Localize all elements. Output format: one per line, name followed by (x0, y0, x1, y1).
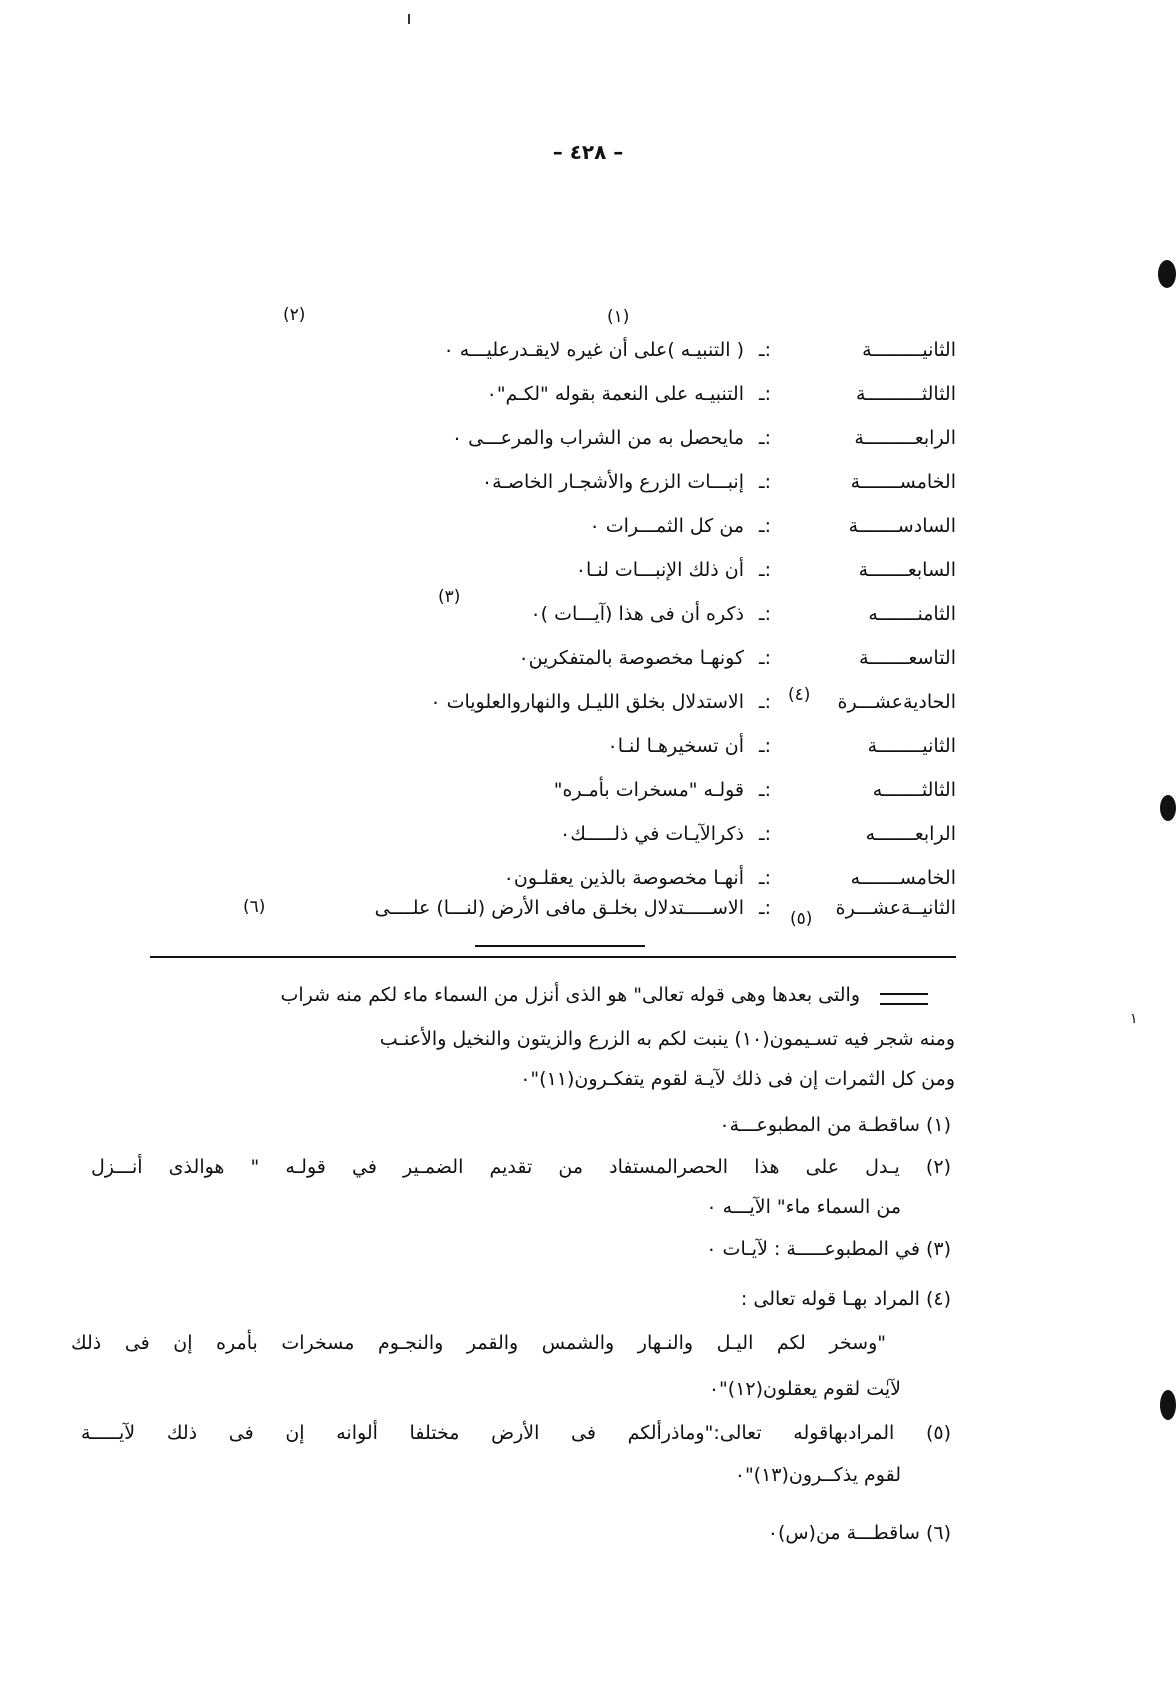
item-text: كونهـا مخصوصة بالمتفكرين٠ (518, 647, 744, 669)
separator: :ـ (759, 471, 771, 493)
continuation-mark (880, 993, 928, 1005)
note-ref-1: (١) (607, 307, 630, 327)
separator: :ـ (759, 735, 771, 757)
item-text: أن تسخيرهـا لنـا٠ (607, 735, 744, 757)
note-ref-4: (٤) (788, 685, 811, 705)
note-ref-10: ١ (1130, 1011, 1138, 1027)
separator: :ـ (759, 603, 771, 625)
footnote: (٥) المرادبهاقوله تعالى:"وماذرألكم فى الأرض مختلفا ألوانه إن فى ذلك لآيـــــة (81, 1422, 951, 1444)
item-text: الاســـــتدلال بخلـق مافى الأرض (لنـــا) علــــى (374, 897, 744, 919)
ordinal: الرابعـــــــه (865, 823, 956, 845)
list-item (150, 760, 956, 804)
list-item (150, 892, 956, 922)
list-item (150, 540, 956, 584)
footnote: (٦) ساقطـــة من(س)٠ (767, 1522, 951, 1544)
ordinal: الثالثــــــــــة (856, 383, 956, 405)
ordinal: السادســـــــة (848, 515, 956, 537)
note-ref-6: (٦) (243, 897, 266, 917)
ordinal: الثانيــةعشـــرة (835, 897, 956, 919)
separator: :ـ (759, 339, 771, 361)
item-text: قولـه "مسخرات بأمـره" (553, 779, 744, 801)
separator: :ـ (759, 691, 771, 713)
separator: :ـ (759, 559, 771, 581)
page-number: – ٤٢٨ – (552, 140, 624, 164)
list-item (150, 628, 956, 672)
ordinal: الحاديةعشـــرة (837, 691, 956, 713)
item-text: ( التنبيـه )على أن غيره لايقـدرعليـــه ٠ (443, 339, 744, 361)
item-text: مايحصل به من الشراب والمرعـــى ٠ (451, 427, 744, 449)
item-text: ذكره أن فى هذا (آيـــات )٠ (530, 603, 744, 625)
separator: :ـ (759, 515, 771, 537)
scan-mark (408, 14, 410, 24)
footnote-quote: "وسخر لكم اليـل والنـهار والشمس والقمر والنجـوم مسخرات بأمره إن فى ذلك (71, 1332, 886, 1354)
ordinal: الثالثـــــــه (872, 779, 956, 801)
body-line: ومنه شجر فيه تسـيمون(١٠) ينبت لكم به الزرع والزيتون والنخيل والأعنـب (379, 1028, 955, 1050)
list-item (150, 496, 956, 540)
ordinal: الخامســـــــة (850, 471, 956, 493)
footnote: (٢) يـدل على هذا الحصرالمستفاد من تقديم الضمـير في قولـه " هوالذى أنـــزل (91, 1156, 951, 1178)
separator: :ـ (759, 779, 771, 801)
ink-blot (1160, 795, 1176, 821)
separator: :ـ (759, 867, 771, 889)
section-rule (150, 956, 956, 958)
ink-blot (1160, 1390, 1176, 1420)
ordinal: التاسعـــــــة (859, 647, 956, 669)
ordinal: الثانيـــــــــة (862, 339, 956, 361)
body-line: ومن كل الثمرات إن فى ذلك لآيـة لقوم يتفكـرون(١١)"٠ (520, 1068, 955, 1090)
item-text: التنبيـه على النعمة بقوله "لكـم"٠ (486, 383, 744, 405)
ordinal: الخامســـــــه (850, 867, 956, 889)
footnote-quote: لآيٰت لقوم يعقلون(١٢)"٠ (708, 1378, 901, 1400)
item-text: أنهـا مخصوصة بالذين يعقلـون٠ (503, 867, 744, 889)
separator: :ـ (759, 383, 771, 405)
note-ref-2: (٢) (283, 305, 306, 325)
separator: :ـ (759, 427, 771, 449)
list-item (150, 848, 956, 892)
separator: :ـ (759, 823, 771, 845)
ordinal: السابعـــــــة (858, 559, 956, 581)
footnote: (١) ساقطـة من المطبوعـــة٠ (719, 1114, 951, 1136)
note-ref-3: (٣) (438, 587, 461, 607)
enumerated-list (150, 320, 956, 922)
item-text: من كل الثمـــرات ٠ (589, 515, 744, 537)
list-item (150, 452, 956, 496)
body-line: والتى بعدها وهى قوله تعالى" هو الذى أنزل من السماء ماء لكم منه شراب (280, 984, 860, 1006)
list-item (150, 716, 956, 760)
footnote: (٤) المراد بهـا قوله تعالى : (740, 1288, 951, 1310)
item-text: ذكرالآيـات في ذلـــــك٠ (560, 823, 744, 845)
separator: :ـ (759, 647, 771, 669)
separator: :ـ (759, 897, 771, 919)
footnote-continuation: لقوم يذكــرون(١٣)"٠ (734, 1464, 901, 1486)
list-item (150, 672, 956, 716)
list-item (150, 364, 956, 408)
list-item (150, 408, 956, 452)
ordinal: الثانيــــــــة (867, 735, 956, 757)
item-text: أن ذلك الإنبـــات لنـا٠ (575, 559, 744, 581)
ink-blot (1158, 260, 1176, 288)
footnote: (٣) في المطبوعـــــة : لآيـات ٠ (706, 1238, 951, 1260)
underline (475, 945, 645, 947)
note-ref-5: (٥) (790, 909, 813, 929)
list-item (150, 320, 956, 364)
list-item (150, 584, 956, 628)
list-item (150, 804, 956, 848)
ordinal: الرابعـــــــــة (854, 427, 956, 449)
ordinal: الثامنـــــــه (868, 603, 956, 625)
item-text: إنبـــات الزرع والأشجـار الخاصـة٠ (481, 471, 744, 493)
footnote-continuation: من السماء ماء" الآيـــه ٠ (706, 1196, 901, 1218)
item-text: الاستدلال بخلق الليـل والنهاروالعلويات ٠ (430, 691, 744, 713)
